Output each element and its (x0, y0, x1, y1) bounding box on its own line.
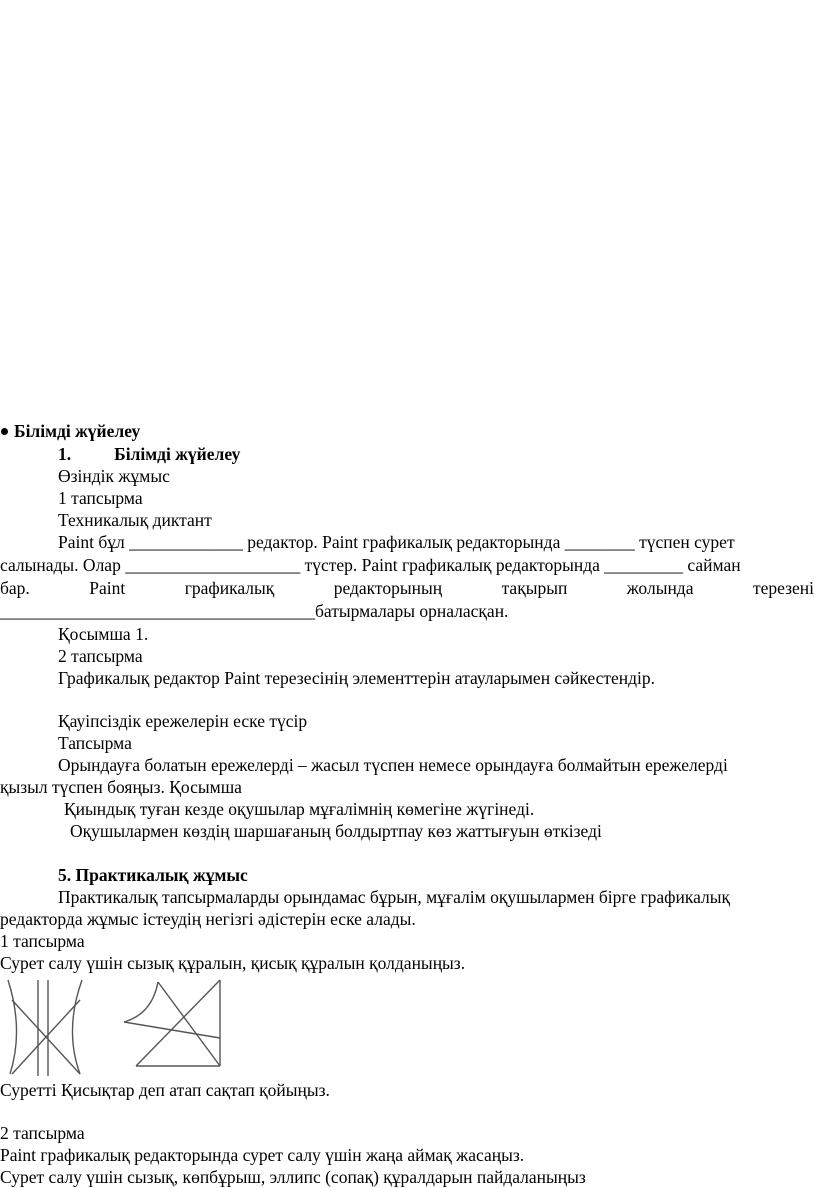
p-task2-line-2: Сурет салу үшін сызық, көпбұрыш, эллипс (сопақ) құралдарын пайдаланыңыз (0, 1167, 586, 1187)
heading-text: Білімді жүйелеу (114, 444, 241, 464)
triangle-hypotenuse (136, 980, 220, 1066)
practical-heading: 5. Практикалық жұмыс (58, 865, 248, 885)
independent-work: Өзіндік жұмыс (58, 466, 170, 486)
p-task1-text: Сурет салу үшін сызық құралын, қисық құралын қолданыңыз. (0, 953, 466, 973)
triangle-figure (122, 978, 224, 1070)
left-curve (8, 980, 17, 1074)
dictation-line-4: ____________________________________батырмалары орналасқан. (0, 601, 509, 621)
safety-heading: Қауіпсіздік ережелерін еске түсір (58, 711, 308, 731)
word: терезені (752, 578, 814, 598)
dictation-line-3 (0, 577, 814, 599)
curve (124, 982, 158, 1022)
practical-line-1: Практикалық тапсырмаларды орындамас бұрын, мұғалім оқушылармен бірге графикалық (58, 887, 731, 907)
p-task1-label: 1 тапсырма (0, 931, 85, 951)
dictation-line-2: салынады. Олар ____________________ түстер. Paint графикалық редакторында _________ сайман (0, 555, 741, 575)
diagonal-line (158, 982, 220, 1066)
section-heading (0, 420, 140, 442)
word: жолында (626, 578, 694, 598)
word: Paint (89, 578, 126, 598)
practical-line-2: редакторда жұмыс істеудің негізгі әдістерін еске алады. (0, 909, 416, 929)
p-task2-line-1: Paint графикалық редакторында сурет салу үшін жаңа аймақ жасаңыз. (0, 1145, 525, 1165)
dictation-line-1: Paint бұл _____________ редактор. Paint графикалық редакторында ________ түспен сурет (58, 532, 735, 552)
dictation-title: Техникалық диктант (58, 510, 212, 530)
task-label: Тапсырма (58, 733, 132, 753)
appendix1: Қосымша 1. (58, 624, 149, 644)
task1-label: 1 тапсырма (58, 488, 143, 508)
task2-text: Графикалық редактор Paint терезесінің элементтерін атауларымен сәйкестендір. (58, 668, 656, 688)
bullet-icon (1, 428, 8, 435)
word: тақырып (501, 578, 568, 598)
word: графикалық (184, 578, 275, 598)
word: бар. (0, 578, 30, 598)
numbered-heading (58, 443, 240, 465)
diagonal-line (124, 1022, 220, 1038)
safety-line-2: қызыл түспен бояңыз. Қосымша (0, 777, 242, 797)
heading-number: 1. (58, 444, 72, 464)
p-task2-label: 2 тапсырма (0, 1123, 85, 1143)
help-line: Қиындық туған кезде оқушылар мұғалімнің көмегіне жүгінеді. (64, 799, 535, 819)
word: редакторының (333, 578, 443, 598)
right-curve (72, 980, 82, 1074)
eye-line: Оқушылармен көздің шаршағаның болдыртпау көз жаттығуын өткізеді (70, 821, 602, 841)
save-line: Суретті Қисықтар деп атап сақтап қойыңыз. (0, 1080, 330, 1100)
task2-label: 2 тапсырма (58, 646, 143, 666)
section-heading-text: Білімді жүйелеу (14, 421, 141, 441)
safety-line-1: Орындауға болатын ережелерді – жасыл түспен немесе орындауға болмайтын ережелерді (58, 755, 728, 775)
curves-figure (8, 978, 84, 1078)
